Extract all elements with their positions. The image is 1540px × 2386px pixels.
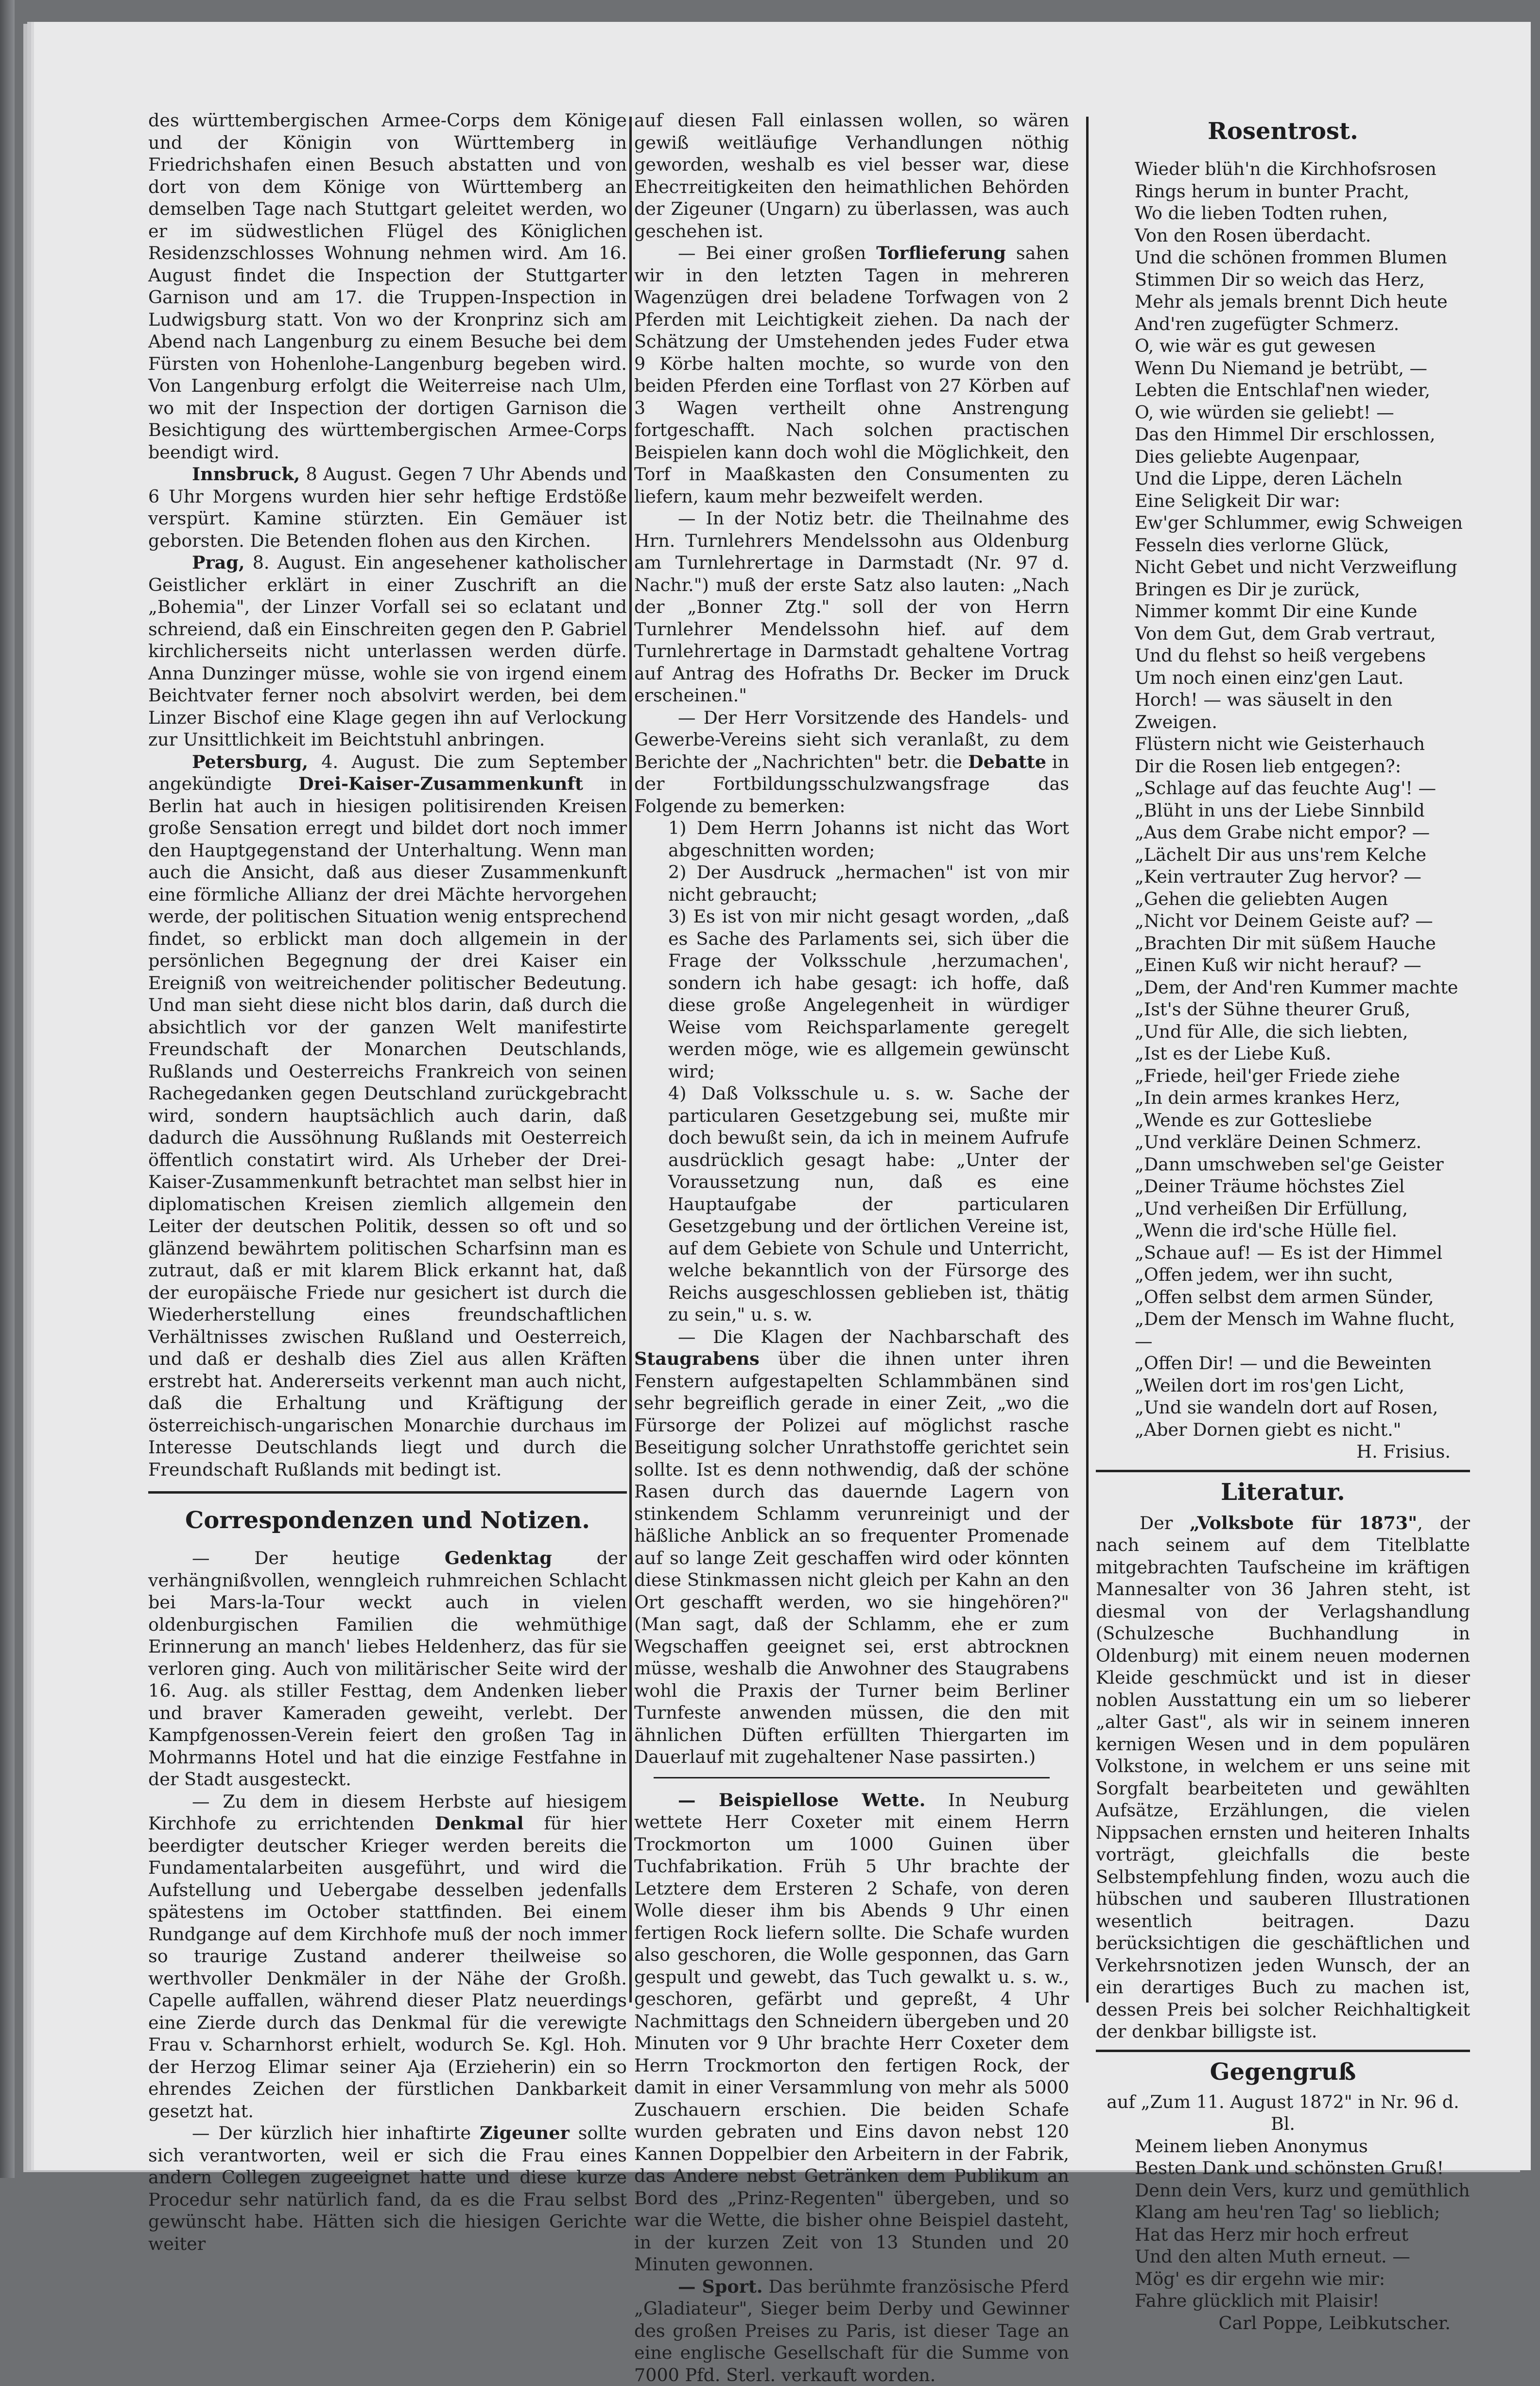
- poem-line: And'ren zugefügter Schmerz.: [1135, 313, 1470, 335]
- poem-line: „Wenn die ird'sche Hülle fiel.: [1135, 1219, 1470, 1242]
- poem-line: Hat das Herz mir hoch erfreut: [1135, 2224, 1470, 2246]
- poem-line: Das den Himmel Dir erschlossen,: [1135, 423, 1470, 446]
- poem-line: „Und sie wandeln dort auf Rosen,: [1135, 1396, 1470, 1419]
- paragraph-mendelssohn: — In der Notiz betr. die Theilnahme des Hrn. Turnlehrers Mendelssohn aus Oldenburg am Turnlehrertage in Darmstadt (Nr. 97 d. Nachr.") muß der erste Satz also lauten: „Nach der „Bonner Ztg." soll der von Herrn Turnlehrer Mendelssohn hief. auf dem Turnlehrertage in Darmstadt gehaltene Vortrag auf Antrag des Hofraths Dr. Becker im Druck erscheinen.": [634, 507, 1069, 707]
- paragraph-prag: Prag, 8. August. Ein angesehener katholischer Geistlicher erklärt in einer Zuschrift an die „Bohemia", der Linzer Vorfall sei so eclatant und schreiend, daß ein Einschreiten gegen den P. Gabriel kirchlicherseits nicht unterlassen werden dürfe. Anna Dunzinger müsse, wohle sie von irgend einem Beichtvater ferner noch absolvirt werden, bei dem Linzer Bischof eine Klage gegen ihn auf Verlockung zur Unsittlichkeit im Beichtstuhl anbringen.: [148, 552, 627, 751]
- poem-rosentrost: [1096, 158, 1470, 1441]
- poem-line: „Und für Alle, die sich liebten,: [1135, 1021, 1470, 1043]
- poem-gegengruss: [1096, 2135, 1470, 2312]
- poem-line: Und den alten Muth erneut. —: [1135, 2246, 1470, 2268]
- paragraph-wette: — Beispiellose Wette. In Neuburg wettete Herr Coxeter mit einem Herrn Trockmorton um 1000 Guinen über Tuchfabrikation. Früh 5 Uhr brachte der Letztere dem Ersteren 2 Schafe, von deren Wolle dieser ihm bis Abends 9 Uhr einen fertigen Rock liefern sollte. Die Schafe wurden also geschoren, die Wolle gesponnen, das Garn gespult und gewebt, das Tuch gewalkt u. s. w., geschoren, gefärbt und gepreßt, 4 Uhr Nachmittags den Schneidern übergeben und 20 Minuten vor 9 Uhr brachte Herr Coxeter dem Herrn Trockmorton den fertigen Rock, der damit in einer Versammlung von mehr als 5000 Zuschauern erschien. Die beiden Schafe wurden gebraten und Eins davon nebst 120 Kannen Doppelbier den Arbeitern in der Fabrik, das Andere nebst Getränken dem Publikum an Bord des „Prinz-Regenten" übergeben, und so war die Wette, die bisher ohne Beispiel dasteht, in der kurzen Zeit von 13 Stunden und 20 Minuten gewonnen.: [634, 1789, 1069, 2276]
- section-title-correspondenzen: Correspondenzen und Notizen.: [148, 1503, 627, 1537]
- column-1: [148, 109, 627, 2020]
- poem-line: „Wende es zur Gottesliebe: [1135, 1109, 1470, 1132]
- paragraph-staugraben: — Die Klagen der Nachbarschaft des Staugrabens über die ihnen unter ihren Fenstern aufgestapelten Schlammbänen sind sehr begreiflich gerade in einer Zeit, „wo die Fürsorge der Polizei auf möglichst rasche Beseitigung solcher Unrathstoffe gerichtet sein sollte. Ist es denn nothwendig, daß der schöne Rasen durch das dauernde Lagern von stinkendem Schlamm verunreinigt und der häßliche Anblick an so frequenter Promenade auf so lange Zeit geschaffen wird oder könnten diese Stinkmassen nicht gleich per Kahn an den Ort geschafft werden, wo sie hingehören?" (Man sagt, daß der Schlamm, ehe er zum Wegschaffen geeignet sei, erst abtrocknen müsse, weshalb die Anwohner des Staugrabens wohl die Praxis der Turner beim Berliner Turnfeste anwenden müssen, die den mit ähnlichen Düften erfüllten Thiergarten im Dauerlauf mit zugehaltener Nase passirten.): [634, 1326, 1069, 1768]
- page-edge-shadow: [0, 0, 15, 2178]
- list-item-3: 3) Es ist von mir nicht gesagt worden, „daß es Sache des Parlaments sei, sich über die Frage der Volksschule ‚herzumachen', sondern ich habe gesagt: ich hoffe, daß diese große Angelegenheit in würdiger Weise vom Reichsparlamente geregelt werden möge, wie es allgemein gewünscht wird;: [634, 906, 1069, 1082]
- poem-line: „Ist's der Sühne theurer Gruß,: [1135, 998, 1470, 1021]
- poem-line: „Deiner Träume höchstes Ziel: [1135, 1175, 1470, 1198]
- divider-literatur: [1096, 1470, 1470, 1472]
- poem-line: Und die schönen frommen Blumen: [1135, 246, 1470, 269]
- poem-subtitle-gegengruss: auf „Zum 11. August 1872" in Nr. 96 d. Bl.: [1096, 2091, 1470, 2135]
- poem-line: „Weilen dort im ros'gen Licht,: [1135, 1375, 1470, 1397]
- poem-line: Und die Lippe, deren Lächeln: [1135, 468, 1470, 490]
- poem-line: „Offen Dir! — und die Beweinten: [1135, 1352, 1470, 1375]
- poem-line: Eine Seligkeit Dir war:: [1135, 490, 1470, 512]
- poem-line: „Und verheißen Dir Erfüllung,: [1135, 1198, 1470, 1220]
- section-title-literatur: Literatur.: [1096, 1475, 1470, 1509]
- poem-line: Wenn Du Niemand je betrübt, —: [1135, 357, 1470, 380]
- paragraph-denkmal: — Zu dem in diesem Herbste auf hiesigem Kirchhofe zu errichtenden Denkmal für hier beerdigter deutscher Krieger werden bereits die Fundamentalarbeiten ausgeführt, und wird die Aufstellung und Uebergabe desselben jedenfalls spätestens im October stattfinden. Bei einem Rundgange auf dem Kirchhofe muß der noch immer so traurige Zustand anderer theilweise so werthvoller Denkmäler in der Nähe der Großh. Capelle auffallen, während dieser Platz neuerdings eine Zierde durch das Denkmal für die verewigte Frau v. Scharnhorst erhielt, wodurch Se. Kgl. Hoh. der Herzog Elimar seiner Aja (Erzieherin) ein so ehrendes Zeichen der fürstlichen Dankbarkeit gesetzt hat.: [148, 1791, 627, 2123]
- paragraph-torflieferung: — Bei einer großen Torflieferung sahen wir in den letzten Tagen in mehreren Wagenzügen drei beladene Torfwagen von 2 Pferden mit Leichtigkeit ziehen. Da nach der Schätzung der Umstehenden jedes Fuder etwa 9 Körbe halten mochte, so wurde von den beiden Pferden eine Torflast von 27 Körben auf 3 Wagen vertheilt ohne Anstrengung fortgeschafft. Nach solchen practischen Beispielen kann doch wohl die Möglichkeit, den Torf in Maaßkasten den Consumenten zu liefern, kaum mehr bezweifelt werden.: [634, 242, 1069, 507]
- poem-line: Nicht Gebet und nicht Verzweiflung: [1135, 556, 1470, 578]
- poem-line: O, wie wär es gut gewesen: [1135, 335, 1470, 357]
- column-3: [1096, 109, 1470, 2020]
- paragraph-volksbote: Der „Volksbote für 1873", der nach seinem auf dem Titelblatte mitgebrachten Taufscheine im kräftigen Mannesalter von 36 Jahren steht, ist diesmal von der Verlagshandlung (Schulzesche Buchhandlung in Oldenburg) mit einem neuen modernen Kleide geschmückt und ist in dieser noblen Ausstattung ein um so lieberer „alter Gast", als wir in seinem inneren kernigen Wesen und in dem populären Volkstone, in welchem er uns seine mit Sorgfalt bearbeiteten und gewählten Aufsätze, Erzählungen, die vielen Nippsachen ernsten und heiteren Inhalts vorträgt, gleichfalls die beste Selbstempfehlung finden, wozu auch die hübschen und sauberen Illustrationen wesentlich beitragen. Dazu berücksichtigen die geschäftlichen und Verkehrsnotizen jeden Wunsch, der an ein derartiges Buch zu machen ist, dessen Preis bei solcher Reichhaltigkeit der denkbar billigste ist.: [1096, 1512, 1470, 2043]
- poem-line: Fesseln dies verlorne Glück,: [1135, 534, 1470, 557]
- poem-line: Und du flehst so heiß vergebens: [1135, 644, 1470, 667]
- poem-line: „Dann umschweben sel'ge Geister: [1135, 1153, 1470, 1176]
- poem-line: Von dem Gut, dem Grab vertraut,: [1135, 623, 1470, 645]
- list-item-4: 4) Daß Volksschule u. s. w. Sache der particularen Gesetzgebung sei, mußte mir doch bewußt sein, da ich in meinem Aufrufe ausdrücklich gesagt habe: „Unter der Voraussetzung nun, daß es eine Hauptaufgabe der particularen Gesetzgebung und der örtlichen Vereine ist, auf dem Gebiete von Schule und Unterricht, welche bekanntlich von der Fürsorge des Reichs ausgeschlossen geblieben ist, thätig zu sein," u. s. w.: [634, 1082, 1069, 1326]
- poem-line: „Offen jedem, wer ihn sucht,: [1135, 1264, 1470, 1286]
- poem-line: „Nicht vor Deinem Geiste auf? —: [1135, 910, 1470, 932]
- divider-col2: [654, 1777, 1050, 1778]
- poem-line: Mehr als jemals brennt Dich heute: [1135, 291, 1470, 313]
- poem-line: „Friede, heil'ger Friede ziehe: [1135, 1065, 1470, 1087]
- poem-line: Mög' es dir ergehn wie mir:: [1135, 2268, 1470, 2290]
- divider-gegengruss: [1096, 2050, 1470, 2052]
- poem-title-gegengruss: Gegengruß: [1096, 2055, 1470, 2089]
- poem-line: Fahre glücklich mit Plaisir!: [1135, 2290, 1470, 2312]
- list-item-2: 2) Der Ausdruck „hermachen" ist von mir nicht gebraucht;: [634, 861, 1069, 906]
- column-rule-right: [1086, 117, 1089, 2003]
- poem-line: „Aber Dornen giebt es nicht.": [1135, 1419, 1470, 1441]
- paragraph-zigeuner-cont: auf diesen Fall einlassen wollen, so wären gewiß weitläufige Verhandlungen nöthig geworden, weshalb es viel besser war, diese Eheстreitigkeiten den heimathlichen Behörden der Zigeuner (Ungarn) zu überlassen, was auch geschehen ist.: [634, 109, 1069, 242]
- poem-line: „Lächelt Dir aus uns'rem Kelche: [1135, 844, 1470, 866]
- column-rule-left: [629, 117, 632, 2003]
- poem-line: Dies geliebte Augenpaar,: [1135, 446, 1470, 468]
- poem-line: Denn dein Vers, kurz und gemüthlich: [1135, 2179, 1470, 2202]
- greet-author: Carl Poppe, Leibkutscher.: [1096, 2312, 1470, 2334]
- list-item-1: 1) Dem Herrn Johanns ist nicht das Wort abgeschnitten worden;: [634, 817, 1069, 861]
- poem-line: „Offen selbst dem armen Sünder,: [1135, 1286, 1470, 1308]
- poem-line: O, wie würden sie geliebt! —: [1135, 401, 1470, 424]
- poem-line: Dir die Rosen lieb entgegen?:: [1135, 755, 1470, 778]
- paragraph-sport: — Sport. Das berühmte französische Pferd „Gladiateur", Sieger beim Derby und Gewinner des großen Preises zu Paris, ist dieser Tage an eine englische Gesellschaft für die Summe von 7000 Pfd. Sterl. verkauft worden.: [634, 2276, 1069, 2386]
- poem-line: Besten Dank und schönsten Gruß!: [1135, 2157, 1470, 2179]
- poem-line: „Brachten Dir mit süßem Hauche: [1135, 932, 1470, 955]
- section-divider: [148, 1491, 627, 1494]
- poem-line: „Blüht in uns der Liebe Sinnbild: [1135, 800, 1470, 822]
- poem-line: Wieder blüh'n die Kirchhofsrosen: [1135, 158, 1470, 180]
- paragraph-zigeuner: — Der kürzlich hier inhaftirte Zigeuner sollte sich verantworten, weil er sich die Frau eines andern Collegen zugeeignet hatte und diese kurze Procedur sehr natürlich fand, da es die Frau selbst gewünscht habe. Hätten sich die hiesigen Gerichte weiter: [148, 2122, 627, 2255]
- poem-line: Horch! — was säuselt in den Zweigen.: [1135, 689, 1470, 733]
- poem-line: „Schaue auf! — Es ist der Himmel: [1135, 1242, 1470, 1264]
- poem-line: Flüstern nicht wie Geisterhauch: [1135, 733, 1470, 755]
- paragraph-württemberg: des württembergischen Armee-Corps dem Könige und der Königin von Württemberg in Friedrichshafen einen Besuch abstatten und von dort von dem Könige von Württemberg an demselben Tage nach Stuttgart geleitet werden, wo er im südwestlichen Flügel des Königlichen Residenzschlosses Wohnung nehmen wird. Am 16. August findet die Inspection der Stuttgarter Garnison und am 17. die Truppen-Inspection in Ludwigsburg statt. Von wo der Kronprinz sich am Abend nach Langenburg zu einem Besuche bei dem Fürsten von Hohenlohe-Langenburg begeben wird. Von Langenburg erfolgt die Weiterreise nach Ulm, wo mit der Inspection der dortigen Garnison die Besichtigung des württembergischen Armee-Corps beendigt wird.: [148, 109, 627, 463]
- poem-line: Um noch einen einz'gen Laut.: [1135, 667, 1470, 689]
- paragraph-innsbruck: Innsbruck, 8 August. Gegen 7 Uhr Abends und 6 Uhr Morgens wurden hier sehr heftige Erdstöße verspürt. Kamine stürzten. Ein Gemäuer ist geborsten. Die Betenden flohen aus den Kirchen.: [148, 463, 627, 552]
- poem-line: „In dein armes krankes Herz,: [1135, 1087, 1470, 1109]
- poem-line: Lebten die Entschlaf'nen wieder,: [1135, 379, 1470, 401]
- poem-line: Bringen es Dir je zurück,: [1135, 578, 1470, 601]
- poem-line: „Aus dem Grabe nicht empor? —: [1135, 821, 1470, 844]
- poem-line: „Dem der Mensch im Wahne flucht, —: [1135, 1308, 1470, 1352]
- poem-line: „Einen Kuß wir nicht herauf? —: [1135, 954, 1470, 976]
- poem-line: „Gehen die geliebten Augen: [1135, 888, 1470, 910]
- poem-author: H. Frisius.: [1096, 1441, 1470, 1463]
- poem-title-rosentrost: Rosentrost.: [1096, 114, 1470, 148]
- column-2: [634, 109, 1069, 2020]
- poem-line: „Schlage auf das feuchte Aug'! —: [1135, 777, 1470, 800]
- poem-line: Nimmer kommt Dir eine Kunde: [1135, 600, 1470, 623]
- poem-line: Stimmen Dir so weich das Herz,: [1135, 269, 1470, 291]
- poem-line: Von den Rosen überdacht.: [1135, 225, 1470, 247]
- paragraph-petersburg: Petersburg, 4. August. Die zum September angekündigte Drei-Kaiser-Zusammenkunft in Berlin hat auch in hiesigen politisirenden Kreisen große Sensation erregt und bildet dort noch immer den Hauptgegenstand der Unterhaltung. Wenn man auch die Ansicht, daß aus dieser Zusammenkunft eine förmliche Allianz der drei Mächte hervorgehen werde, der politischen Situation wenig entsprechend findet, so erblickt man doch allgemein in der persönlichen Begegnung der drei Kaiser ein Ereigniß von weitreichender politischer Bedeutung. Und man sieht diese nicht blos darin, daß durch die absichtlich vor der ganzen Welt manifestirte Freundschaft der Monarchen Deutschlands, Rußlands und Oesterreichs Frankreich von seinen Rachegedanken gegen Deutschland zurückgebracht wird, sondern hauptsächlich auch darin, daß dadurch die Aussöhnung Rußlands mit Oesterreich öffentlich constatirt wird. Als Urheber der Drei-Kaiser-Zusammenkunft betrachtet man selbst hier in diplomatischen Kreisen ziemlich allgemein den Leiter der deutschen Politik, dessen so oft und so glänzend bewährtem politischen Scharfsinn man es zutraut, daß er mit klarem Blick erkannt hat, daß der europäische Friede nur gesichert ist durch die Wiederherstellung eines freundschaftlichen Verhältnisses zwischen Rußland und Oesterreich, und daß er deshalb dies Ziel aus allen Kräften erstrebt hat. Andererseits verkennt man auch nicht, daß die Erhaltung und Kräftigung der österreichisch-ungarischen Monarchie durchaus im Interesse Deutschlands liegt und durch die Freundschaft Rußlands mit bedingt ist.: [148, 751, 627, 1481]
- poem-line: Rings herum in bunter Pracht,: [1135, 180, 1470, 203]
- poem-line: „Und verkläre Deinen Schmerz.: [1135, 1131, 1470, 1153]
- poem-line: Meinem lieben Anonymus: [1135, 2135, 1470, 2158]
- paragraph-gedenktag: — Der heutige Gedenktag der verhängnißvollen, wenngleich ruhmreichen Schlacht bei Mars-la-Tour weckt auch in vielen oldenburgischen Familien die wehmüthige Erinnerung an manch' liebes Heldenherz, das für sie verloren ging. Auch von militärischer Seite wird der 16. Aug. als stiller Festtag, dem Andenken lieber und braver Kameraden geweiht, verlebt. Der Kampfgenossen-Verein feiert den großen Tag in Mohrmanns Hotel und hat die einzige Festfahne in der Stadt ausgesteckt.: [148, 1547, 627, 1791]
- poem-line: „Ist es der Liebe Kuß.: [1135, 1043, 1470, 1065]
- poem-line: Klang am heu'ren Tag' so lieblich;: [1135, 2201, 1470, 2224]
- poem-line: „Kein vertrauter Zug hervor? —: [1135, 866, 1470, 888]
- poem-line: Wo die lieben Todten ruhen,: [1135, 202, 1470, 225]
- paragraph-debatte: — Der Herr Vorsitzende des Handels- und Gewerbe-Vereins sieht sich veranlaßt, zu dem Berichte der „Nachrichten" betr. die Debatte in der Fortbildungsschulzwangsfrage das Folgende zu bemerken:: [634, 707, 1069, 818]
- poem-line: „Dem, der And'ren Kummer machte: [1135, 976, 1470, 999]
- poem-line: Ew'ger Schlummer, ewig Schweigen: [1135, 512, 1470, 534]
